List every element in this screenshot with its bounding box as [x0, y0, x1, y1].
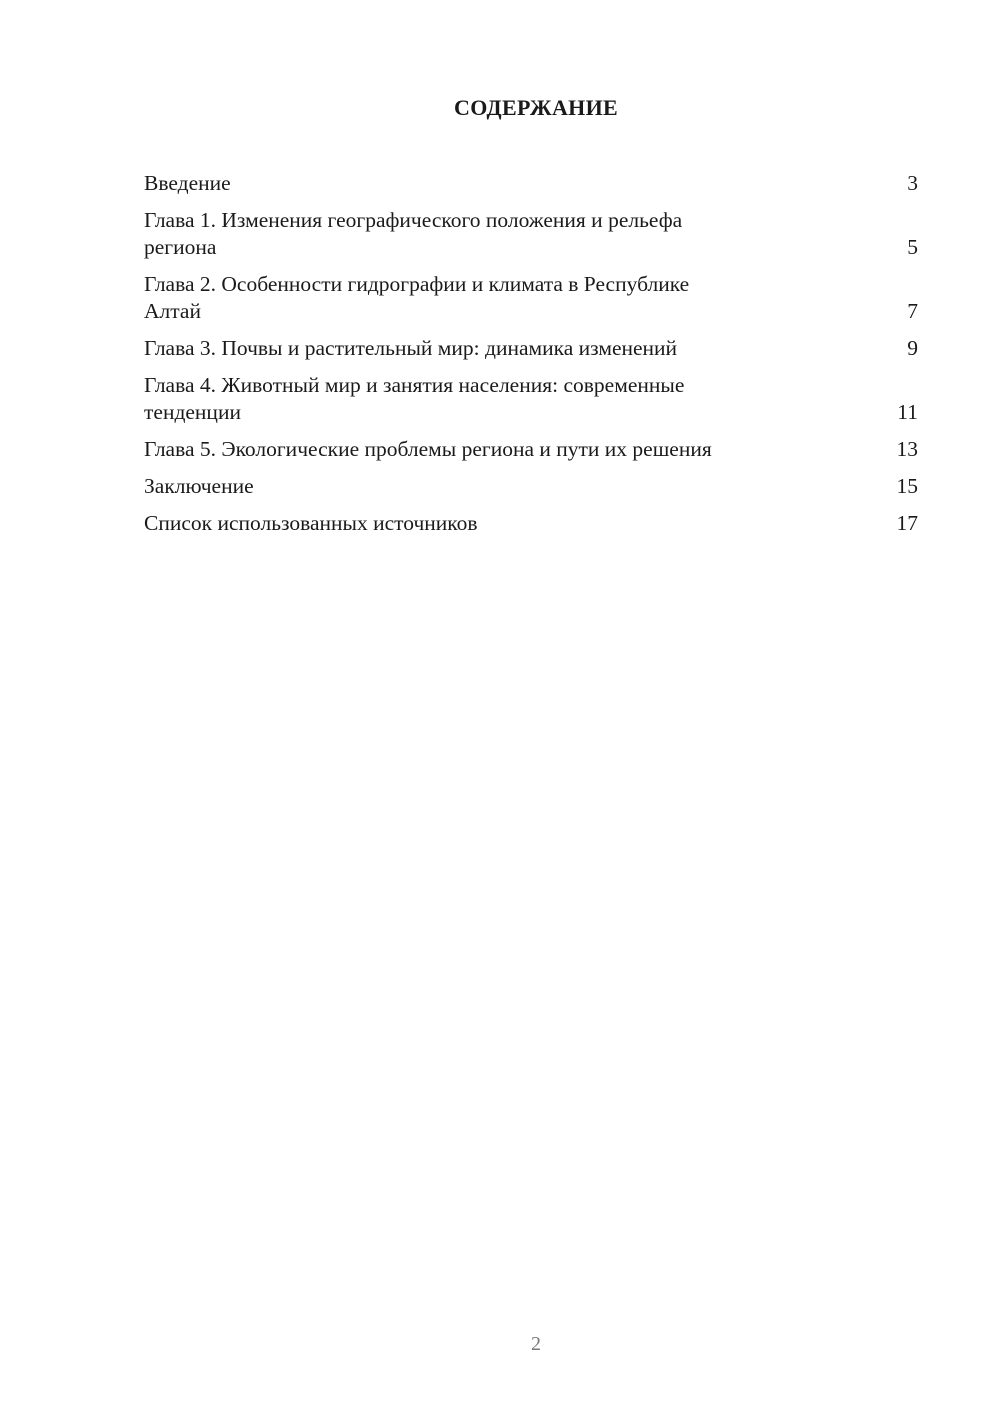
- toc-entry-page-number: 11: [897, 400, 918, 424]
- toc-entry-references[interactable]: [144, 510, 918, 537]
- toc-entry-title: [144, 372, 824, 426]
- toc-entry-page-number: 13: [896, 437, 918, 461]
- toc-entry-line: тенденции: [144, 400, 241, 424]
- toc-entry-introduction[interactable]: [144, 170, 918, 197]
- toc-entry-line: региона: [144, 235, 217, 259]
- toc-entry-page-number: 3: [907, 171, 918, 195]
- toc-entry-chapter-5[interactable]: [144, 436, 918, 463]
- toc-entry-page-number: 5: [907, 235, 918, 259]
- toc-entry-page-number: 15: [896, 474, 918, 498]
- toc-entry-line: Глава 3. Почвы и растительный мир: динамика изменений: [144, 336, 678, 360]
- toc-entry-page-number: 7: [907, 299, 918, 323]
- toc-entry-chapter-1[interactable]: [144, 207, 918, 261]
- toc-entry-line: Введение: [144, 171, 231, 195]
- toc-entry-title: [144, 510, 824, 537]
- toc-entry-page-number: 9: [907, 336, 918, 360]
- toc-entry-line: Глава 4. Животный мир и занятия населения: современные: [144, 373, 685, 397]
- toc-entry-chapter-3[interactable]: [144, 335, 918, 362]
- toc-entry-line: Глава 2. Особенности гидрографии и климата в Республике: [144, 272, 690, 296]
- page-title: СОДЕРЖАНИЕ: [454, 95, 618, 120]
- toc-entry-line: Глава 5. Экологические проблемы региона и пути их решения: [144, 437, 712, 461]
- toc-entry-line: Алтай: [144, 299, 201, 323]
- toc-entry-chapter-2[interactable]: [144, 271, 918, 325]
- page-number: 2: [531, 1333, 541, 1355]
- toc-entry-page-number: 17: [896, 511, 918, 535]
- toc-entry-chapter-4[interactable]: [144, 372, 918, 426]
- toc-entry-line: Глава 1. Изменения географического положения и рельефа: [144, 208, 683, 232]
- table-of-contents: [144, 170, 918, 547]
- toc-entry-title: [144, 335, 824, 362]
- toc-entry-title: [144, 473, 824, 500]
- toc-entry-title: [144, 436, 824, 463]
- toc-entry-title: [144, 271, 824, 325]
- toc-entry-title: [144, 207, 824, 261]
- toc-entry-title: [144, 170, 824, 197]
- toc-entry-line: Заключение: [144, 474, 254, 498]
- toc-entry-conclusion[interactable]: [144, 473, 918, 500]
- toc-entry-line: Список использованных источников: [144, 511, 478, 535]
